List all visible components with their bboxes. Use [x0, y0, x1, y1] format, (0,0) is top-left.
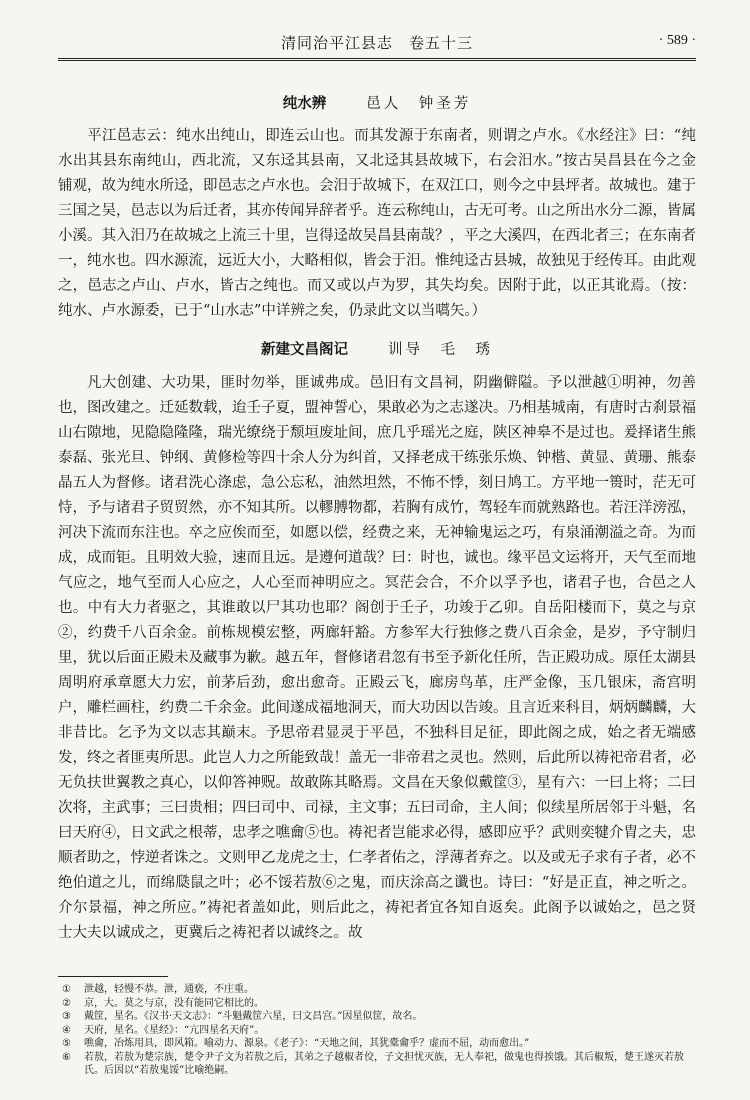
- section-heading: [58, 338, 696, 359]
- footnote-text: 噍龠，冶炼用具，即风箱。喻动力、源泉。《老子》：“天地之间，其犹橐龠乎？虚而不屈，动而愈出。”: [84, 1038, 530, 1049]
- footnote: [62, 983, 696, 997]
- section-body: 凡大创建、大功果，匪时勿举，匪诚弗成。邑旧有文昌祠，阴幽僻隘。予以泄越①明神，勿善也，图改建之。迁延数载，迨壬子夏，盟神誓心，果敢必为之志遂决。乃相基城南，有唐时古刹景福山右隙地，见隐隐隆隆，瑞光缭绕于颓垣废址间，庶几乎瑶光之庭，陕区神皋不是过也。爰择诸生熊泰磊、张光旦、钟纲、黄修检等四十余人分为纠首，又择老成干练张乐焕、钟楷、黄显、黄珊、熊泰晶五人为督修。诸君洗心涤虑，急公忘私，油然坦然，不怖不悸，刻日鸠工。方平地一篑时，茫无可恃，予与诸君子贸贸然，亦不知其所。以轇膊物都，若胸有成竹，驾轻车而就熟路也。若汪洋滂泓，河决下流而东注也。卒之应俟而至，如愿以偿，经费之来，无神输鬼运之巧，有泉涌潮溢之奇。为而成，成而钜。且明效大验，速而且远。是遵何道哉？曰：时也，诚也。缘平邑文运将开，天气至而地气应之，地气至而人心应之，人心至而神明应之。冥茫会合，不介以孚予也，诸君子也，合邑之人也。中有大力者驱之，其谁敢以尸其功也耶？阁创于壬子，功竣于乙卯。自岳阳楼而下，莫之与京②，约费千八百余金。前栋规模宏整，两廊轩豁。方参军大行独修之费八百余金，是岁，予守制归里，犹以后面正殿未及藏事为歉。越五年，督修诸君忽有书至予新化任所，告正殿功成。原任太湖县周明府承章愿大力宏，前茅后劲，愈出愈奇。正殿云飞，廊房鸟革，庄严金像，玉几银床，斋宫明户，雕栏画柱，约费二千余金。此间遂成福地洞天，而大功因以告竣。且言近来科目，炳炳麟麟，大非昔比。乞予为文以志其巅末。予思帝君显灵于平邑，不独科目足征，即此阁之成，始之者无端感发，终之者匪夷所思。此岂人力之所能致哉！盖无一非帝君之灵也。然则，后此所以祷祀帝君者，必无负扶世翼教之真心，以仰答神贶。故敢陈其略焉。文昌在天象似戴筐③，星有六：一曰上将；二曰次将，主武事；三曰贵相；四曰司中、司禄，主文事；五曰司命，主人间；似续星所居邻于斗魁，名曰天府④，日文武之根蒂，忠孝之噍龠⑤也。祷祀者岂能求必得，感即应乎？武则奕犍介胄之夫，忠顺者助之，悖逆者诛之。文则甲乙龙虎之士，仁孝者佑之，浮薄者弃之。以及或无子求有子者，必不绝伯道之儿，而绵瓞鼠之叶；必不馁若敖⑥之鬼，而庆涂高之谶也。诗曰：“好是正直，神之听之。介尔景福，神之所应。”祷祀者盖如此，则后此之，祷祀者宜各知自返矣。此阁予以诚始之，邑之贤士大夫以诚成之，更冀后之祷祀者以诚终之。故: [58, 375, 696, 941]
- footnote-text: 泄越，轻慢不恭。泄，通亵，不庄重。: [84, 984, 254, 995]
- footnote-marker: ②: [62, 997, 71, 1009]
- section-heading: [58, 92, 696, 113]
- footnote-text: 天府，星名。《星经》：“亢四星名天府”。: [84, 1024, 265, 1036]
- footnote: [62, 1010, 696, 1024]
- section-author: 训导 毛 琇: [388, 342, 493, 358]
- page-number: · 589 ·: [658, 33, 696, 48]
- footnote-text: 戴筐，星名。《汉书·天文志》：“斗魁戴筐六星，曰文昌宫。”因星似筐，故名。: [84, 1011, 423, 1022]
- footnote-marker: ④: [62, 1024, 71, 1036]
- footnote-marker: ⑤: [62, 1038, 71, 1049]
- footnote-text: 京，大。莫之与京，没有能同它相比的。: [84, 997, 264, 1009]
- page-header: [58, 26, 696, 61]
- footnote-marker: ⑥: [62, 1051, 71, 1063]
- footnote: [62, 997, 696, 1011]
- section-body: 平江邑志云：纯水出纯山，即连云山也。而其发源于东南者，则谓之卢水。《水经注》曰：“纯水出其县东南纯山，西北流，又东迳其县南，又北迳其县故城下，右会汨水。”按古吴昌县在今之金铺观，故为纯水所迳，即邑志之卢水也。会汨于故城下，在双江口，则今之中县坪者。故城也。建于三国之吴，邑志以为后迁者，其亦传闻异辞者乎。连云称纯山，古无可考。山之所出水分二源，皆属小溪。其入汨乃在故城之上流三十里，岂得迳故吴昌县南哉？，平之大溪四，在西北者三；在东南者一，纯水也。四水源流，远近大小，大略相似，皆会于汨。惟纯迳古县城，故独见于经传耳。由此观之，邑志之卢山、卢水，皆古之纯也。而又或以卢为罗，其失均矣。因附于此，以正其讹焉。（按：纯水、卢水源委，已于“山水志”中详辨之矣，仍录此文以当嚆矢。）: [58, 128, 696, 319]
- footnotes: [62, 983, 696, 1078]
- footnote-divider: [58, 976, 168, 977]
- footnote-marker: ①: [62, 984, 71, 995]
- footnote: [62, 1051, 696, 1078]
- footnote-text: 若敖，若敖为楚宗族，楚令尹子文为若敖之后，其弟之子越椒者佼，子文担忧灭族，无人奉祀，做鬼也得挨饿。其后椒叛，楚王遂灭若敖氏。后因以“若敖鬼馁”比喻绝嗣。: [84, 1051, 684, 1076]
- section-author: 邑人 钟圣芳: [366, 96, 472, 112]
- footnote-marker: ③: [62, 1011, 71, 1022]
- section-title: 纯水辨: [282, 96, 327, 112]
- running-title: 清同治平江县志 卷五十三: [280, 34, 473, 52]
- footnote: [62, 1024, 696, 1038]
- footnote: [62, 1037, 696, 1051]
- section-title: 新建文昌阁记: [261, 342, 348, 358]
